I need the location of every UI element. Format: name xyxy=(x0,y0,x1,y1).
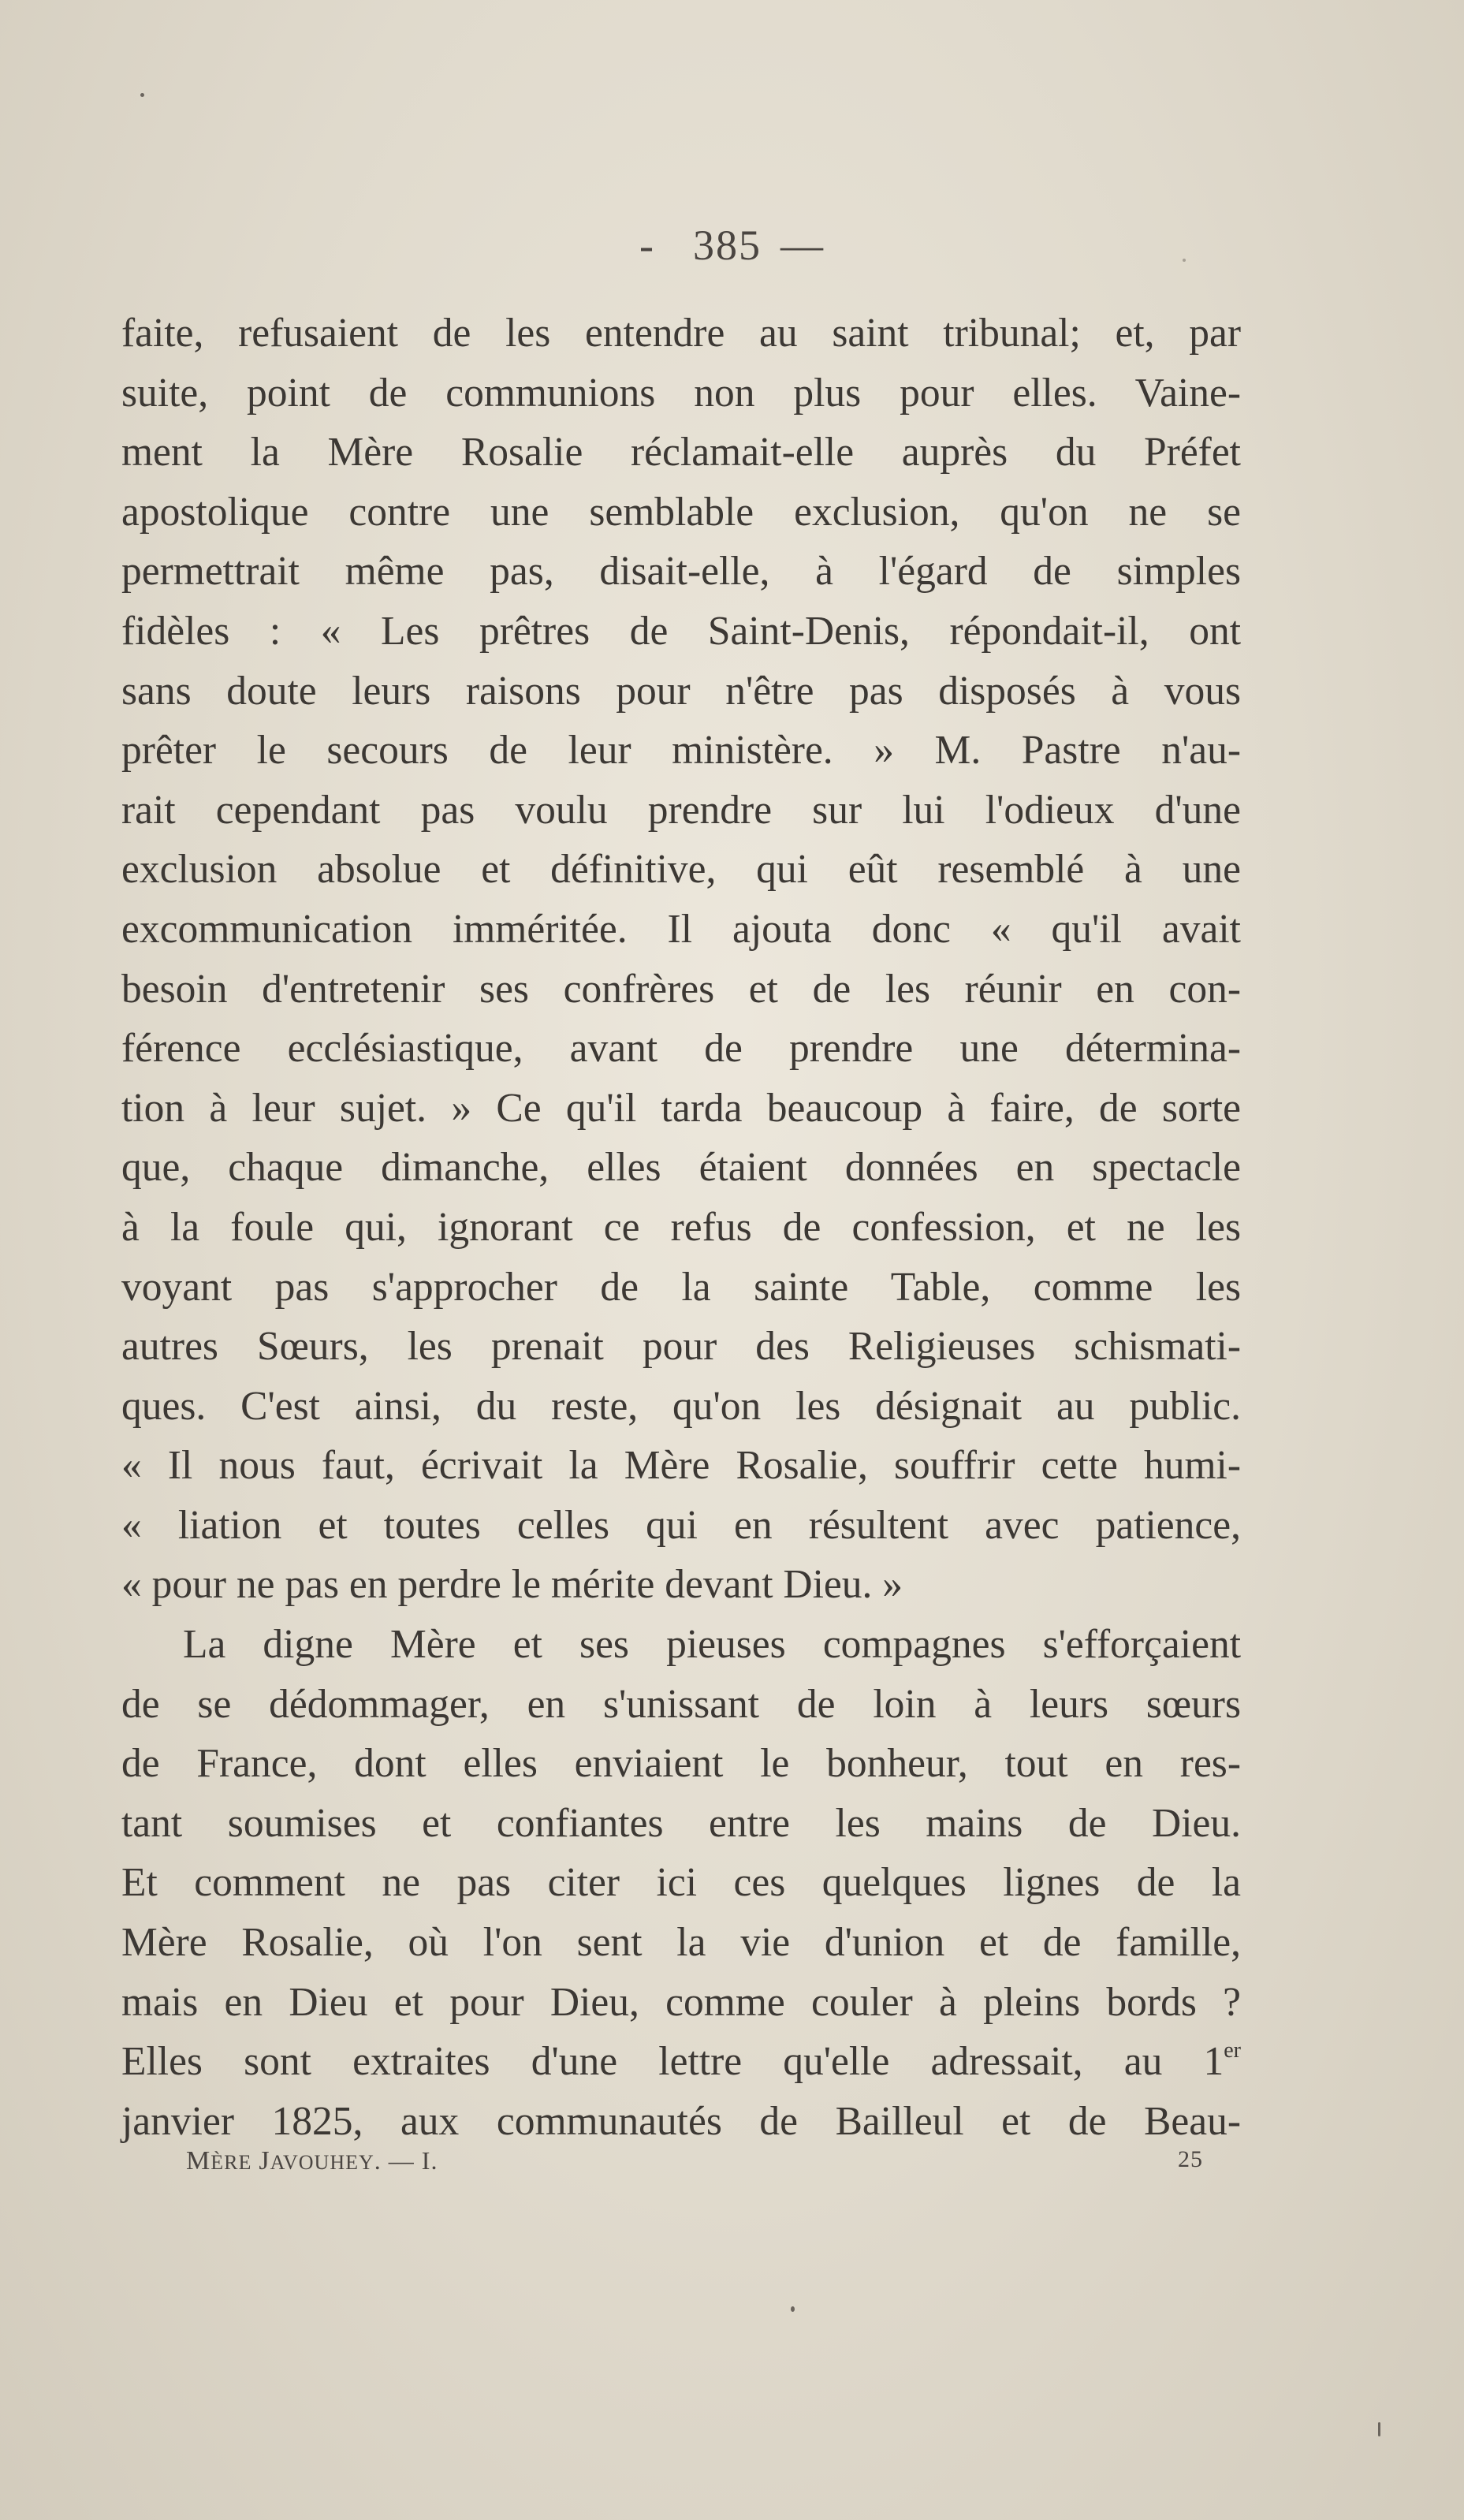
text-line: Mère Rosalie, où l'on sent la vie d'union et de famille, xyxy=(121,1920,1241,1966)
text-line: « pour ne pas en perdre le mérite devant Dieu. » xyxy=(121,1562,903,1608)
text-line-main: Elles sont extraites d'une lettre qu'elle adressait, au 1 xyxy=(121,2039,1224,2085)
text-line: exclusion absolue et définitive, qui eût resemblé à une xyxy=(121,847,1241,893)
paper-speck xyxy=(1183,259,1186,262)
paper-speck xyxy=(140,93,144,97)
text-line: fidèles : « Les prêtres de Saint-Denis, répondait-il, ont xyxy=(121,608,1241,654)
page-header xyxy=(0,221,1464,270)
text-line: de France, dont elles enviaient le bonheur, tout en res- xyxy=(121,1741,1241,1787)
header-dash-right: — xyxy=(780,222,825,269)
text-line: faite, refusaient de les entendre au saint tribunal; et, par xyxy=(121,311,1241,356)
header-dash-left: - xyxy=(639,222,655,269)
text-line: La digne Mère et ses pieuses compagnes s'efforçaient xyxy=(183,1622,1241,1668)
signature-initial-m: M xyxy=(186,2146,211,2175)
text-line: suite, point de communions non plus pour elles. Vaine- xyxy=(121,370,1241,416)
volume-label: . — I. xyxy=(374,2146,438,2175)
signature-initial-j: J xyxy=(259,2146,270,2175)
signature-rest-j: AVOUHEY xyxy=(270,2151,374,2174)
text-line: que, chaque dimanche, elles étaient données en spectacle xyxy=(121,1145,1241,1191)
page-number: 385 xyxy=(692,222,762,269)
text-line: Et comment ne pas citer ici ces quelques lignes de la xyxy=(121,1860,1241,1906)
text-line: ques. C'est ainsi, du reste, qu'on les désignait au public. xyxy=(121,1383,1241,1429)
paper-speck xyxy=(791,2306,795,2312)
text-line: « liation et toutes celles qui en résultent avec patience, xyxy=(121,1502,1241,1548)
text-line: mais en Dieu et pour Dieu, comme couler à pleins bords ? xyxy=(121,1979,1241,2025)
signature-footer xyxy=(186,2146,1203,2176)
text-line: janvier 1825, aux communautés de Bailleul et de Beau- xyxy=(121,2098,1241,2144)
paper-speck xyxy=(1378,2422,1380,2436)
signature-number: 25 xyxy=(1178,2146,1203,2172)
text-line: voyant pas s'approcher de la sainte Table, comme les xyxy=(121,1264,1241,1310)
superscript: er xyxy=(1224,2038,1241,2063)
text-line: à la foule qui, ignorant ce refus de confession, et ne les xyxy=(121,1204,1241,1250)
text-line: tion à leur sujet. » Ce qu'il tarda beaucoup à faire, de sorte xyxy=(121,1085,1241,1131)
signature-rest-m: ÈRE xyxy=(210,2151,252,2174)
text-line: férence ecclésiastique, avant de prendre une détermina- xyxy=(121,1026,1241,1072)
text-line-with-superscript xyxy=(121,2032,1241,2092)
text-line: apostolique contre une semblable exclusion, qu'on ne se xyxy=(121,489,1241,535)
text-line: permettrait même pas, disait-elle, à l'égard de simples xyxy=(121,549,1241,595)
text-line: prêter le secours de leur ministère. » M. Pastre n'au- xyxy=(121,728,1241,774)
text-line: sans doute leurs raisons pour n'être pas disposés à vous xyxy=(121,668,1241,714)
text-line: de se dédommager, en s'unissant de loin à leurs sœurs xyxy=(121,1681,1241,1727)
text-line: excommunication imméritée. Il ajouta donc « qu'il avait xyxy=(121,906,1241,952)
text-line: besoin d'entretenir ses confrères et de les réunir en con- xyxy=(121,966,1241,1012)
text-line: ment la Mère Rosalie réclamait-elle auprès du Préfet xyxy=(121,430,1241,475)
body-text xyxy=(121,304,1241,2151)
text-line: autres Sœurs, les prenait pour des Religieuses schismati- xyxy=(121,1324,1241,1370)
text-line: tant soumises et confiantes entre les mains de Dieu. xyxy=(121,1800,1241,1846)
text-line: rait cependant pas voulu prendre sur lui l'odieux d'une xyxy=(121,787,1241,833)
text-line: « Il nous faut, écrivait la Mère Rosalie, souffrir cette humi- xyxy=(121,1443,1241,1489)
